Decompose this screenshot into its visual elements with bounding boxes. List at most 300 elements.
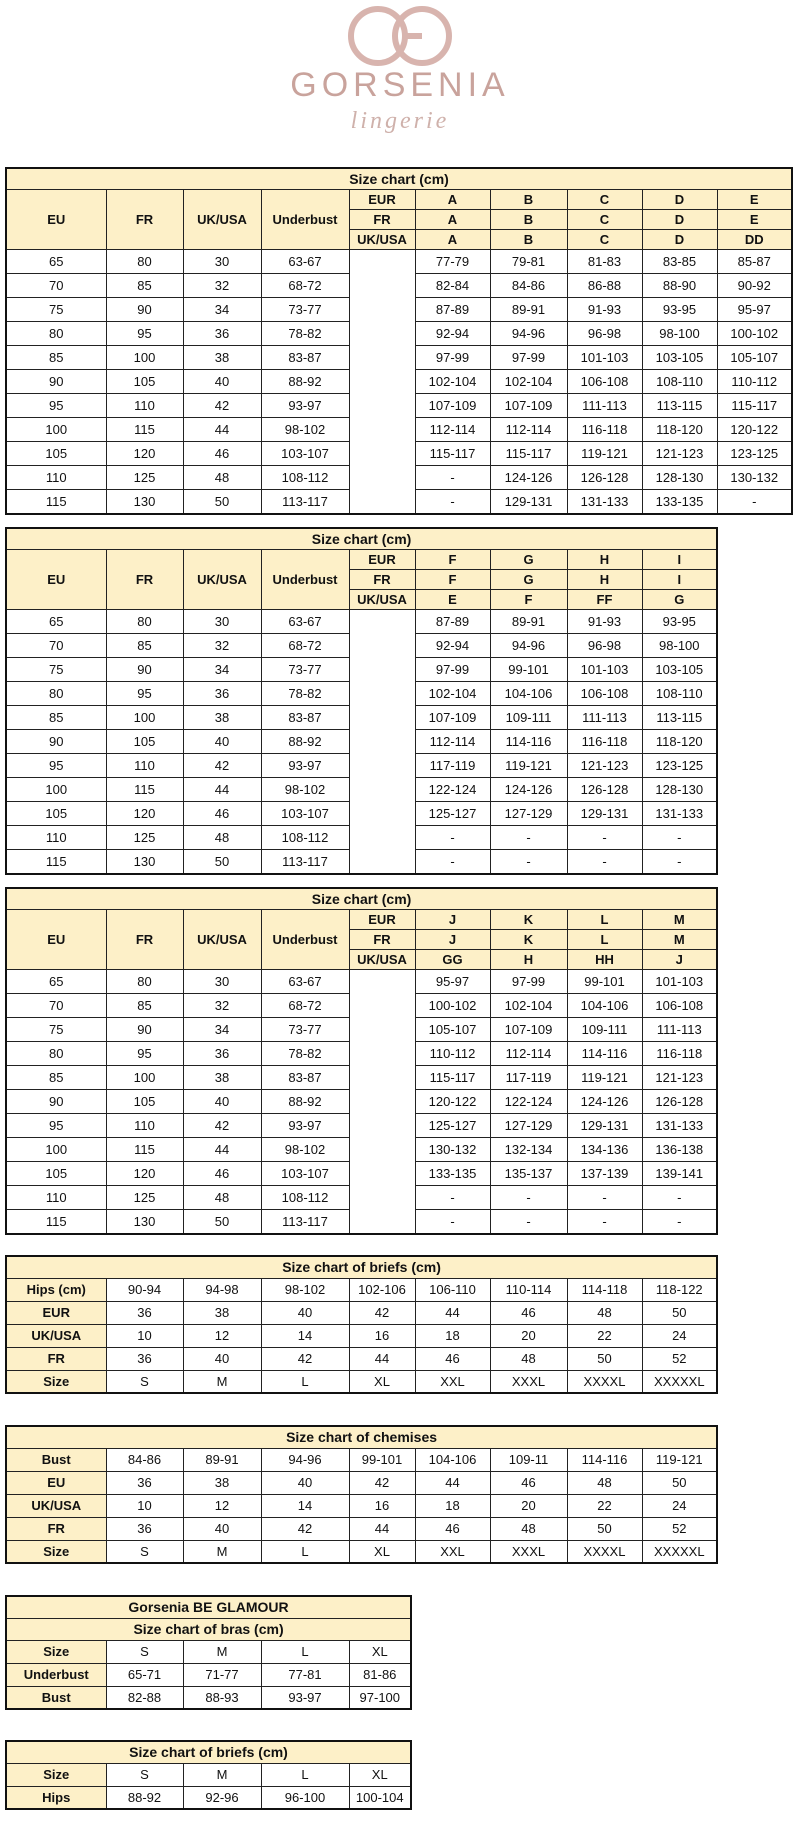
table-cell: 112-114 — [415, 729, 490, 753]
table-cell: 90 — [6, 1089, 106, 1113]
table-cell: - — [415, 489, 490, 514]
cup-header: C — [567, 189, 642, 209]
table-cell: M — [183, 1763, 261, 1786]
table-cell: 34 — [183, 297, 261, 321]
row-label: Bust — [6, 1686, 106, 1709]
table-cell: 36 — [183, 1041, 261, 1065]
table-cell: 82-84 — [415, 273, 490, 297]
table-cell: 94-96 — [261, 1448, 349, 1471]
table-cell: - — [567, 1185, 642, 1209]
table-cell: 110 — [106, 1113, 183, 1137]
table-cell: 12 — [183, 1324, 261, 1347]
table-cell: 90 — [106, 297, 183, 321]
table-cell: 95 — [6, 1113, 106, 1137]
row-label: Underbust — [6, 1663, 106, 1686]
table-cell: 118-120 — [642, 729, 717, 753]
row-label: EU — [6, 1471, 106, 1494]
table-cell: 93-97 — [261, 753, 349, 777]
table-cell: 108-112 — [261, 825, 349, 849]
table-row — [6, 1471, 717, 1494]
table-cell: XXL — [415, 1370, 490, 1393]
table-cell: 134-136 — [567, 1137, 642, 1161]
row-label: FR — [6, 1347, 106, 1370]
table-cell: 125 — [106, 825, 183, 849]
table-cell: 48 — [490, 1347, 567, 1370]
table-cell: 44 — [349, 1347, 415, 1370]
table-cell: 93-97 — [261, 1113, 349, 1137]
table-cell: 80 — [106, 609, 183, 633]
table-cell: 126-128 — [567, 777, 642, 801]
table-cell: 135-137 — [490, 1161, 567, 1185]
table-cell: 70 — [6, 633, 106, 657]
cup-header: I — [642, 549, 717, 569]
table-cell: 65 — [6, 969, 106, 993]
cup-header: K — [490, 909, 567, 929]
table-cell: 97-99 — [490, 969, 567, 993]
table-cell: 36 — [183, 321, 261, 345]
column-header: EU — [6, 549, 106, 609]
table-cell: 42 — [349, 1301, 415, 1324]
table-cell: 112-114 — [490, 417, 567, 441]
table-cell: 88-93 — [183, 1686, 261, 1709]
table-cell: 91-93 — [567, 297, 642, 321]
table-cell: 130 — [106, 489, 183, 514]
table-cell: 119-121 — [490, 753, 567, 777]
table-cell: 98-102 — [261, 417, 349, 441]
table-cell: 50 — [642, 1301, 717, 1324]
cup-header: J — [415, 929, 490, 949]
table-cell: 99-101 — [567, 969, 642, 993]
table-cell: 71-77 — [183, 1663, 261, 1686]
cup-header: H — [567, 549, 642, 569]
table-cell: 46 — [183, 801, 261, 825]
table-cell: 101-103 — [642, 969, 717, 993]
table-cell: 46 — [183, 441, 261, 465]
table-cell: 118-122 — [642, 1278, 717, 1301]
be-glamour-bras-chart — [5, 1595, 412, 1710]
table-cell: 83-87 — [261, 705, 349, 729]
chart-title-row — [6, 528, 717, 549]
table-cell: 110 — [6, 1185, 106, 1209]
blank-cell — [349, 609, 415, 874]
table-cell: 124-126 — [490, 465, 567, 489]
table-cell: 84-86 — [490, 273, 567, 297]
table-cell: 63-67 — [261, 249, 349, 273]
table-cell: 113-117 — [261, 489, 349, 514]
table-cell: 100 — [106, 345, 183, 369]
table-cell: 108-110 — [642, 681, 717, 705]
table-cell: 82-88 — [106, 1686, 183, 1709]
table-cell: 24 — [642, 1324, 717, 1347]
column-header: EU — [6, 189, 106, 249]
gorsenia-monogram-icon — [351, 9, 449, 63]
table-cell: 125-127 — [415, 1113, 490, 1137]
table-cell: 85 — [6, 705, 106, 729]
table-cell: - — [642, 1209, 717, 1234]
table-cell: - — [490, 825, 567, 849]
table-cell: - — [490, 1185, 567, 1209]
header-row — [6, 549, 717, 569]
table-cell: 90-92 — [717, 273, 792, 297]
table-cell: 116-118 — [567, 729, 642, 753]
table-cell: 14 — [261, 1324, 349, 1347]
table-cell: 105 — [6, 801, 106, 825]
chart-title: Gorsenia BE GLAMOUR — [6, 1596, 411, 1618]
table-cell: 40 — [183, 1347, 261, 1370]
table-cell: 124-126 — [567, 1089, 642, 1113]
table-cell: 38 — [183, 1065, 261, 1089]
system-label: FR — [349, 209, 415, 229]
table-cell: 89-91 — [490, 609, 567, 633]
table-row — [6, 1494, 717, 1517]
row-label: Hips (cm) — [6, 1278, 106, 1301]
cup-header: M — [642, 929, 717, 949]
table-cell: 120 — [106, 441, 183, 465]
table-cell: 50 — [567, 1517, 642, 1540]
table-cell: 50 — [183, 489, 261, 514]
bra-size-chart-j-m — [5, 887, 718, 1235]
table-cell: 92-94 — [415, 633, 490, 657]
row-label: Size — [6, 1540, 106, 1563]
table-cell: 102-104 — [490, 993, 567, 1017]
cup-header: G — [490, 549, 567, 569]
column-header: FR — [106, 909, 183, 969]
table-cell: 115 — [106, 1137, 183, 1161]
table-cell: 105 — [6, 441, 106, 465]
table-cell: XXXXL — [567, 1540, 642, 1563]
cup-header: D — [642, 189, 717, 209]
table-cell: 95 — [6, 393, 106, 417]
table-cell: 94-96 — [490, 321, 567, 345]
column-header: UK/USA — [183, 909, 261, 969]
table-cell: 98-102 — [261, 1278, 349, 1301]
table-cell: 120-122 — [415, 1089, 490, 1113]
cup-header: A — [415, 209, 490, 229]
table-cell: 125-127 — [415, 801, 490, 825]
table-cell: 42 — [261, 1347, 349, 1370]
table-cell: 96-98 — [567, 633, 642, 657]
table-cell: 119-121 — [567, 1065, 642, 1089]
table-cell: - — [567, 1209, 642, 1234]
table-cell: 115 — [106, 777, 183, 801]
table-cell: 48 — [567, 1301, 642, 1324]
table-cell: 88-92 — [261, 369, 349, 393]
table-cell: 65-71 — [106, 1663, 183, 1686]
table-cell: 101-103 — [567, 345, 642, 369]
table-row — [6, 1517, 717, 1540]
table-cell: 38 — [183, 705, 261, 729]
table-cell: 52 — [642, 1347, 717, 1370]
table-cell: 85 — [106, 273, 183, 297]
table-cell: - — [415, 465, 490, 489]
table-cell: 40 — [183, 1517, 261, 1540]
cup-header: FF — [567, 589, 642, 609]
table-cell: 18 — [415, 1324, 490, 1347]
table-cell: 107-109 — [415, 705, 490, 729]
column-header: UK/USA — [183, 189, 261, 249]
table-cell: 105 — [106, 369, 183, 393]
row-label: Size — [6, 1370, 106, 1393]
table-cell: L — [261, 1370, 349, 1393]
row-label: Size — [6, 1763, 106, 1786]
cup-header: E — [717, 209, 792, 229]
table-cell: 85 — [6, 1065, 106, 1089]
cup-header: A — [415, 229, 490, 249]
table-cell: 116-118 — [567, 417, 642, 441]
table-cell: 115 — [106, 417, 183, 441]
table-cell: 52 — [642, 1517, 717, 1540]
table-cell: 34 — [183, 1017, 261, 1041]
table-row — [6, 249, 792, 273]
table-cell: 111-113 — [567, 393, 642, 417]
table-cell: 97-99 — [415, 345, 490, 369]
table-cell: 96-98 — [567, 321, 642, 345]
table-cell: 95 — [6, 753, 106, 777]
table-cell: - — [642, 825, 717, 849]
table-cell: 97-100 — [349, 1686, 411, 1709]
header-row — [6, 909, 717, 929]
cup-header: HH — [567, 949, 642, 969]
table-cell: 115-117 — [415, 1065, 490, 1089]
table-cell: - — [415, 849, 490, 874]
table-cell: 93-97 — [261, 1686, 349, 1709]
cup-header: F — [490, 589, 567, 609]
table-cell: 127-129 — [490, 1113, 567, 1137]
table-cell: 50 — [183, 849, 261, 874]
table-cell: 100 — [6, 1137, 106, 1161]
table-cell: 109-111 — [567, 1017, 642, 1041]
table-cell: 38 — [183, 1471, 261, 1494]
table-cell: 100-102 — [717, 321, 792, 345]
table-cell: 12 — [183, 1494, 261, 1517]
cup-header: B — [490, 229, 567, 249]
table-cell: 70 — [6, 273, 106, 297]
chemises-size-chart — [5, 1425, 718, 1564]
table-cell: 119-121 — [567, 441, 642, 465]
table-cell: 103-107 — [261, 801, 349, 825]
cup-header: E — [717, 189, 792, 209]
table-cell: 92-94 — [415, 321, 490, 345]
table-cell: 77-81 — [261, 1663, 349, 1686]
table-cell: 40 — [261, 1471, 349, 1494]
table-cell: 98-100 — [642, 633, 717, 657]
table-cell: 93-95 — [642, 297, 717, 321]
table-cell: 120-122 — [717, 417, 792, 441]
table-cell: 122-124 — [415, 777, 490, 801]
table-cell: 113-115 — [642, 705, 717, 729]
table-cell: 115-117 — [490, 441, 567, 465]
table-cell: 97-99 — [490, 345, 567, 369]
table-cell: 117-119 — [415, 753, 490, 777]
cup-header: G — [642, 589, 717, 609]
table-cell: 131-133 — [642, 801, 717, 825]
table-cell: 104-106 — [567, 993, 642, 1017]
table-cell: 40 — [261, 1301, 349, 1324]
table-cell: 95-97 — [717, 297, 792, 321]
be-glamour-briefs-chart — [5, 1740, 412, 1810]
table-cell: 50 — [567, 1347, 642, 1370]
table-cell: 113-115 — [642, 393, 717, 417]
table-cell: 106-108 — [642, 993, 717, 1017]
table-cell: 116-118 — [642, 1041, 717, 1065]
table-cell: 131-133 — [642, 1113, 717, 1137]
table-cell: - — [567, 825, 642, 849]
table-cell: 36 — [106, 1301, 183, 1324]
chart-title-row — [6, 888, 717, 909]
table-cell: 103-105 — [642, 345, 717, 369]
table-cell: 85-87 — [717, 249, 792, 273]
table-cell: 80 — [6, 1041, 106, 1065]
table-cell: 93-97 — [261, 393, 349, 417]
table-row — [6, 609, 717, 633]
chart-title-row — [6, 1426, 717, 1448]
brand-subtitle: lingerie — [350, 108, 450, 134]
table-cell: 18 — [415, 1494, 490, 1517]
table-cell: 46 — [415, 1517, 490, 1540]
table-cell: 80 — [6, 681, 106, 705]
table-cell: 110-114 — [490, 1278, 567, 1301]
table-cell: 14 — [261, 1494, 349, 1517]
table-cell: 121-123 — [567, 753, 642, 777]
table-cell: 127-129 — [490, 801, 567, 825]
table-cell: 90 — [106, 657, 183, 681]
table-row — [6, 1640, 411, 1663]
chart-title: Size chart of briefs (cm) — [6, 1741, 411, 1763]
table-cell: 20 — [490, 1324, 567, 1347]
row-label: UK/USA — [6, 1324, 106, 1347]
table-cell: 115 — [6, 489, 106, 514]
table-cell: 103-107 — [261, 1161, 349, 1185]
table-cell: 108-110 — [642, 369, 717, 393]
table-cell: 115-117 — [717, 393, 792, 417]
table-cell: 68-72 — [261, 273, 349, 297]
table-cell: 139-141 — [642, 1161, 717, 1185]
table-cell: 105 — [6, 1161, 106, 1185]
table-cell: 68-72 — [261, 633, 349, 657]
table-cell: 102-104 — [415, 369, 490, 393]
table-cell: 105-107 — [415, 1017, 490, 1041]
chart-title: Size chart (cm) — [6, 168, 792, 189]
table-cell: 22 — [567, 1324, 642, 1347]
table-row — [6, 1347, 717, 1370]
cup-header: C — [567, 229, 642, 249]
table-cell: S — [106, 1763, 183, 1786]
table-cell: 65 — [6, 249, 106, 273]
column-header: EU — [6, 909, 106, 969]
table-cell: 126-128 — [642, 1089, 717, 1113]
table-cell: 83-85 — [642, 249, 717, 273]
table-cell: 105 — [106, 1089, 183, 1113]
table-cell: 94-98 — [183, 1278, 261, 1301]
table-cell: 48 — [183, 465, 261, 489]
table-cell: 30 — [183, 609, 261, 633]
table-cell: - — [717, 489, 792, 514]
table-cell: 107-109 — [415, 393, 490, 417]
table-cell: 90 — [6, 729, 106, 753]
brand-logo — [0, 0, 800, 160]
table-cell: 42 — [183, 1113, 261, 1137]
table-cell: XXXL — [490, 1370, 567, 1393]
cup-header: H — [490, 949, 567, 969]
table-cell: 114-118 — [567, 1278, 642, 1301]
table-cell: 44 — [183, 777, 261, 801]
table-cell: XXXXXL — [642, 1370, 717, 1393]
column-header: FR — [106, 549, 183, 609]
table-row — [6, 1324, 717, 1347]
table-cell: 85 — [106, 993, 183, 1017]
chart-title-row — [6, 168, 792, 189]
table-cell: 130 — [106, 1209, 183, 1234]
table-cell: 50 — [642, 1471, 717, 1494]
table-cell: 113-117 — [261, 849, 349, 874]
column-header: FR — [106, 189, 183, 249]
table-cell: 34 — [183, 657, 261, 681]
cup-header: E — [415, 589, 490, 609]
briefs-size-chart — [5, 1255, 718, 1394]
table-cell: 75 — [6, 657, 106, 681]
table-cell: 63-67 — [261, 969, 349, 993]
table-cell: 88-92 — [261, 729, 349, 753]
table-cell: 30 — [183, 249, 261, 273]
table-cell: M — [183, 1370, 261, 1393]
bra-size-chart-f-i — [5, 527, 718, 875]
table-cell: 113-117 — [261, 1209, 349, 1234]
table-cell: 44 — [415, 1301, 490, 1324]
chart-title-row — [6, 1741, 411, 1763]
table-cell: 123-125 — [717, 441, 792, 465]
table-cell: 105 — [106, 729, 183, 753]
table-cell: 90-94 — [106, 1278, 183, 1301]
table-cell: 112-114 — [490, 1041, 567, 1065]
table-cell: 63-67 — [261, 609, 349, 633]
table-cell: 36 — [106, 1471, 183, 1494]
row-label: FR — [6, 1517, 106, 1540]
table-cell: 115 — [6, 1209, 106, 1234]
table-cell: 90 — [106, 1017, 183, 1041]
table-cell: 92-96 — [183, 1786, 261, 1809]
cup-header: G — [490, 569, 567, 589]
table-cell: 83-87 — [261, 345, 349, 369]
blank-cell — [349, 249, 415, 514]
table-cell: 114-116 — [567, 1041, 642, 1065]
table-cell: 103-107 — [261, 441, 349, 465]
table-cell: 32 — [183, 993, 261, 1017]
header-row — [6, 189, 792, 209]
table-cell: - — [415, 1185, 490, 1209]
table-cell: 129-131 — [567, 1113, 642, 1137]
table-cell: 88-92 — [106, 1786, 183, 1809]
table-cell: XL — [349, 1640, 411, 1663]
cup-header: D — [642, 209, 717, 229]
table-cell: 94-96 — [490, 633, 567, 657]
table-cell: 48 — [183, 1185, 261, 1209]
table-cell: 121-123 — [642, 441, 717, 465]
table-cell: 128-130 — [642, 465, 717, 489]
table-cell: 42 — [183, 393, 261, 417]
table-cell: 102-104 — [415, 681, 490, 705]
table-cell: 133-135 — [415, 1161, 490, 1185]
table-cell: 73-77 — [261, 657, 349, 681]
table-cell: 103-105 — [642, 657, 717, 681]
cup-header: C — [567, 209, 642, 229]
table-cell: 10 — [106, 1494, 183, 1517]
cup-header: B — [490, 209, 567, 229]
system-label: UK/USA — [349, 589, 415, 609]
column-header: Underbust — [261, 909, 349, 969]
table-cell: 106-108 — [567, 369, 642, 393]
cup-header: B — [490, 189, 567, 209]
table-cell: 68-72 — [261, 993, 349, 1017]
